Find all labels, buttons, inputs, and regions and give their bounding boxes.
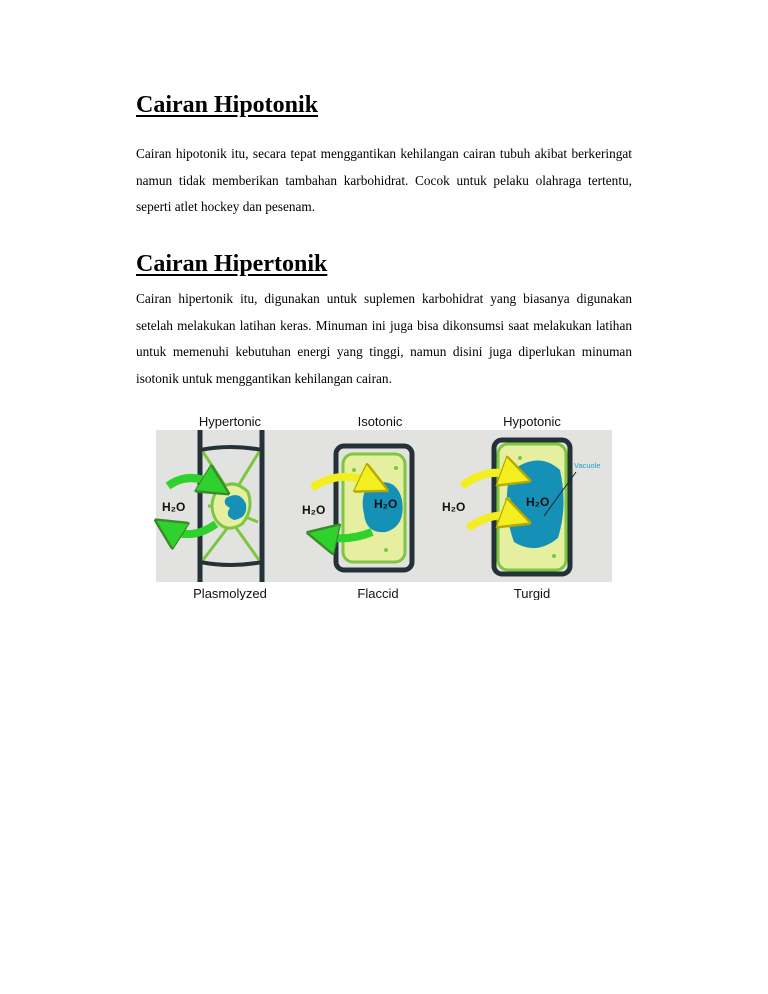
h2o-label-hypotonic-vacuole: H₂O: [526, 495, 550, 509]
h2o-label-hypertonic: H₂O: [162, 500, 186, 514]
label-hypertonic: Hypertonic: [198, 414, 262, 429]
paragraph-hipertonik: Cairan hipertonik itu, digunakan untuk suplemen karbohidrat yang biasanya digunakan setelah melakukan latihan keras. Minuman ini juga bisa dikonsumsi saat melakukan latihan untuk memenuhi kebutuhan energi yang tinggi, namun disini juga diperlukan minuman isotonik untuk menggantikan kehilangan cairan.: [136, 291, 632, 386]
osmosis-cell-diagram: [150, 410, 620, 600]
paragraph-hipotonik: Cairan hipotonik itu, secara tepat menggantikan kehilangan cairan tubuh akibat berkeringat namun tidak memberikan tambahan karbohidrat. Cocok untuk pelaku olahraga tertentu, seperti atlet hockey dan pesenam.: [136, 146, 632, 214]
h2o-label-isotonic-vacuole: H₂O: [374, 497, 398, 511]
label-isotonic: Isotonic: [357, 414, 403, 429]
h2o-label-isotonic-outside: H₂O: [302, 503, 326, 517]
label-turgid: Turgid: [513, 586, 551, 600]
label-plasmolyzed: Plasmolyzed: [193, 586, 267, 600]
h2o-label-hypotonic-outside: H₂O: [442, 500, 466, 514]
vacuole-label: Vacuole: [574, 461, 601, 470]
heading-hipotonik: Cairan Hipotonik: [136, 92, 319, 118]
heading-hipertonik: Cairan Hipertonik: [136, 251, 328, 277]
label-flaccid: Flaccid: [357, 586, 399, 600]
label-hypotonic: Hypotonic: [503, 414, 561, 429]
